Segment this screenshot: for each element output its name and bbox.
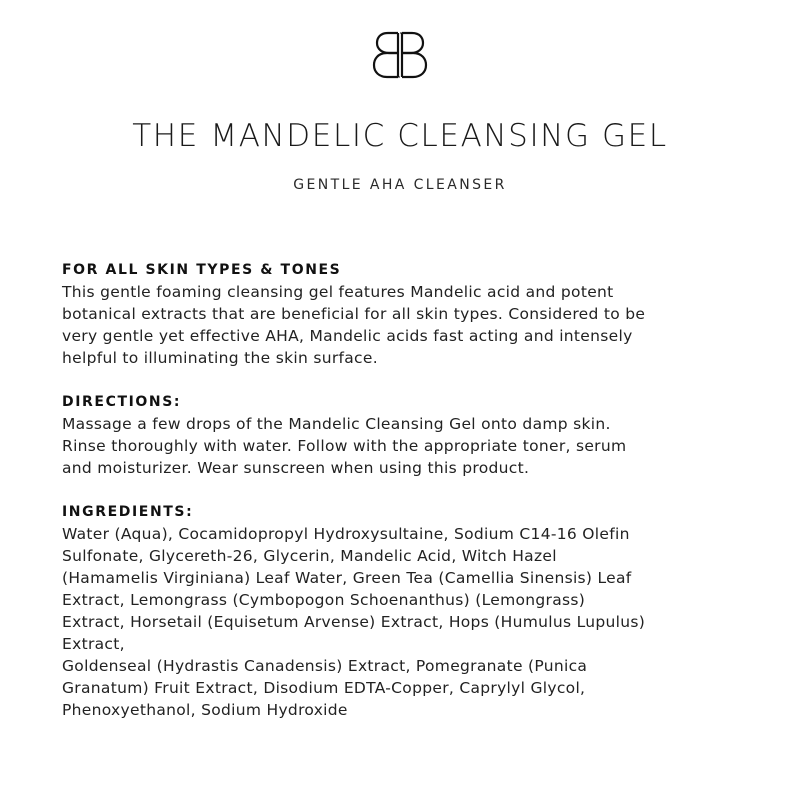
directions-section	[62, 391, 742, 479]
text-line: This gentle foaming cleansing gel features Mandelic acid and potent	[62, 283, 614, 301]
text-line: Sulfonate, Glycereth-26, Glycerin, Mandelic Acid, Witch Hazel	[62, 547, 557, 565]
text-line: Massage a few drops of the Mandelic Cleansing Gel onto damp skin.	[62, 415, 611, 433]
product-title: THE MANDELIC CLEANSING GEL	[132, 118, 668, 154]
text-line: Phenoxyethanol, Sodium Hydroxide	[62, 701, 348, 719]
ingredients-section	[62, 501, 742, 721]
skin-types-section	[62, 259, 742, 369]
text-line: (Hamamelis Virginiana) Leaf Water, Green Tea (Camellia Sinensis) Leaf	[62, 569, 632, 587]
text-line: helpful to illuminating the skin surface.	[62, 349, 378, 367]
text-line: Extract, Horsetail (Equisetum Arvense) Extract, Hops (Humulus Lupulus)	[62, 613, 646, 631]
bb-monogram-icon	[368, 30, 432, 80]
text-line: botanical extracts that are beneficial for all skin types. Considered to be	[62, 305, 646, 323]
section-body	[62, 523, 742, 721]
section-heading: INGREDIENTS:	[62, 504, 194, 520]
section-heading: DIRECTIONS:	[62, 394, 182, 410]
text-line: Water (Aqua), Cocamidopropyl Hydroxysultaine, Sodium C14-16 Olefin	[62, 525, 630, 543]
text-line: very gentle yet effective AHA, Mandelic acids fast acting and intensely	[62, 327, 633, 345]
section-body	[62, 413, 742, 479]
text-line: Rinse thoroughly with water. Follow with the appropriate toner, serum	[62, 437, 627, 455]
text-line: Extract,	[62, 635, 125, 653]
product-subtitle: GENTLE AHA CLEANSER	[293, 177, 507, 193]
text-line: Goldenseal (Hydrastis Canadensis) Extract, Pomegranate (Punica	[62, 657, 588, 675]
text-line: Granatum) Fruit Extract, Disodium EDTA-Copper, Caprylyl Glycol,	[62, 679, 586, 697]
text-line: Extract, Lemongrass (Cymbopogon Schoenanthus) (Lemongrass)	[62, 591, 586, 609]
section-body	[62, 281, 742, 369]
product-details	[62, 259, 742, 743]
text-line: and moisturizer. Wear sunscreen when using this product.	[62, 459, 530, 477]
section-heading: FOR ALL SKIN TYPES & TONES	[62, 262, 342, 278]
